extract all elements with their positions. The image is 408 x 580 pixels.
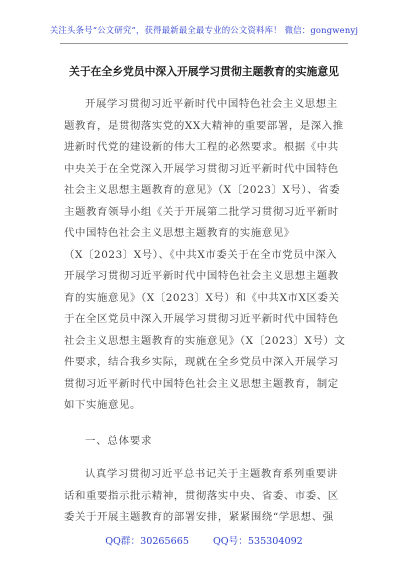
header-banner: 关注头条号“公文研究”，获得最新最全最专业的公文资料库！ 微信：gongwenyj xyxy=(49,25,359,35)
paragraph-line: 进新时代党的建设新的伟大工程的必然要求。根据《中共 xyxy=(64,141,339,153)
paragraph-line: 认真学习贯彻习近平总书记关于主题教育系列重要讲 xyxy=(85,468,338,480)
paragraph-line: 如下实施意见。 xyxy=(64,399,141,411)
header-divider xyxy=(60,43,348,44)
paragraph-line: 于在全区党员中深入开展学习贯彻习近平新时代中国特色 xyxy=(64,313,339,325)
paragraph-line: （X〔2023〕X号）、《中共X市委关于在全市党员中深入 xyxy=(64,248,338,261)
paragraph-line: 件要求，结合我乡实际，现就在全乡党员中深入开展学习 xyxy=(64,356,339,368)
document-title: 关于在全乡党员中深入开展学习贯彻主题教育的实施意见 xyxy=(69,65,339,78)
section-heading-general-requirements: 一、总体要求 xyxy=(85,435,153,447)
paragraph-line: 委关于开展主题教育的部署安排，紧紧围绕“学思想、强 xyxy=(64,511,334,523)
paragraph-line: 话和重要指示批示精神，贯彻落实中央、省委、市委、区 xyxy=(64,489,339,502)
paragraph-line: 社会主义思想主题教育的意见》（X〔2023〕X号）、省委 xyxy=(64,184,341,196)
paragraph-line: 开展学习贯彻习近平新时代中国特色社会主义思想主题教 xyxy=(64,270,339,282)
paragraph-line: 主题教育领导小组《关于开展第二批学习贯彻习近平新时 xyxy=(64,205,339,218)
paragraph-line: 中央关于在全党深入开展学习贯彻习近平新时代中国特色 xyxy=(64,162,339,175)
paragraph-line: 代中国特色社会主义思想主题教育的实施意见》 xyxy=(64,227,295,239)
paragraph-1 xyxy=(64,94,354,417)
paragraph-line: 育的实施意见》（X〔2023〕X号）和《中共X市X区委关 xyxy=(64,291,340,304)
paragraph-line: 开展学习贯彻习近平新时代中国特色社会主义思想主 xyxy=(85,98,338,110)
footer-contact xyxy=(0,533,408,547)
paragraph-2 xyxy=(64,464,354,529)
paragraph-line: 贯彻习近平新时代中国特色社会主义思想主题教育，制定 xyxy=(64,377,339,390)
footer-qq-number: QQ号：535304092 xyxy=(212,536,303,547)
paragraph-line: 题教育，是贯彻落实党的XX大精神的重要部署，是深入推 xyxy=(64,119,344,132)
footer-qq-group: QQ群：30265665 xyxy=(105,536,189,547)
paragraph-line: 社会主义思想主题教育的实施意见》（X〔2023〕X号）文 xyxy=(64,334,346,347)
